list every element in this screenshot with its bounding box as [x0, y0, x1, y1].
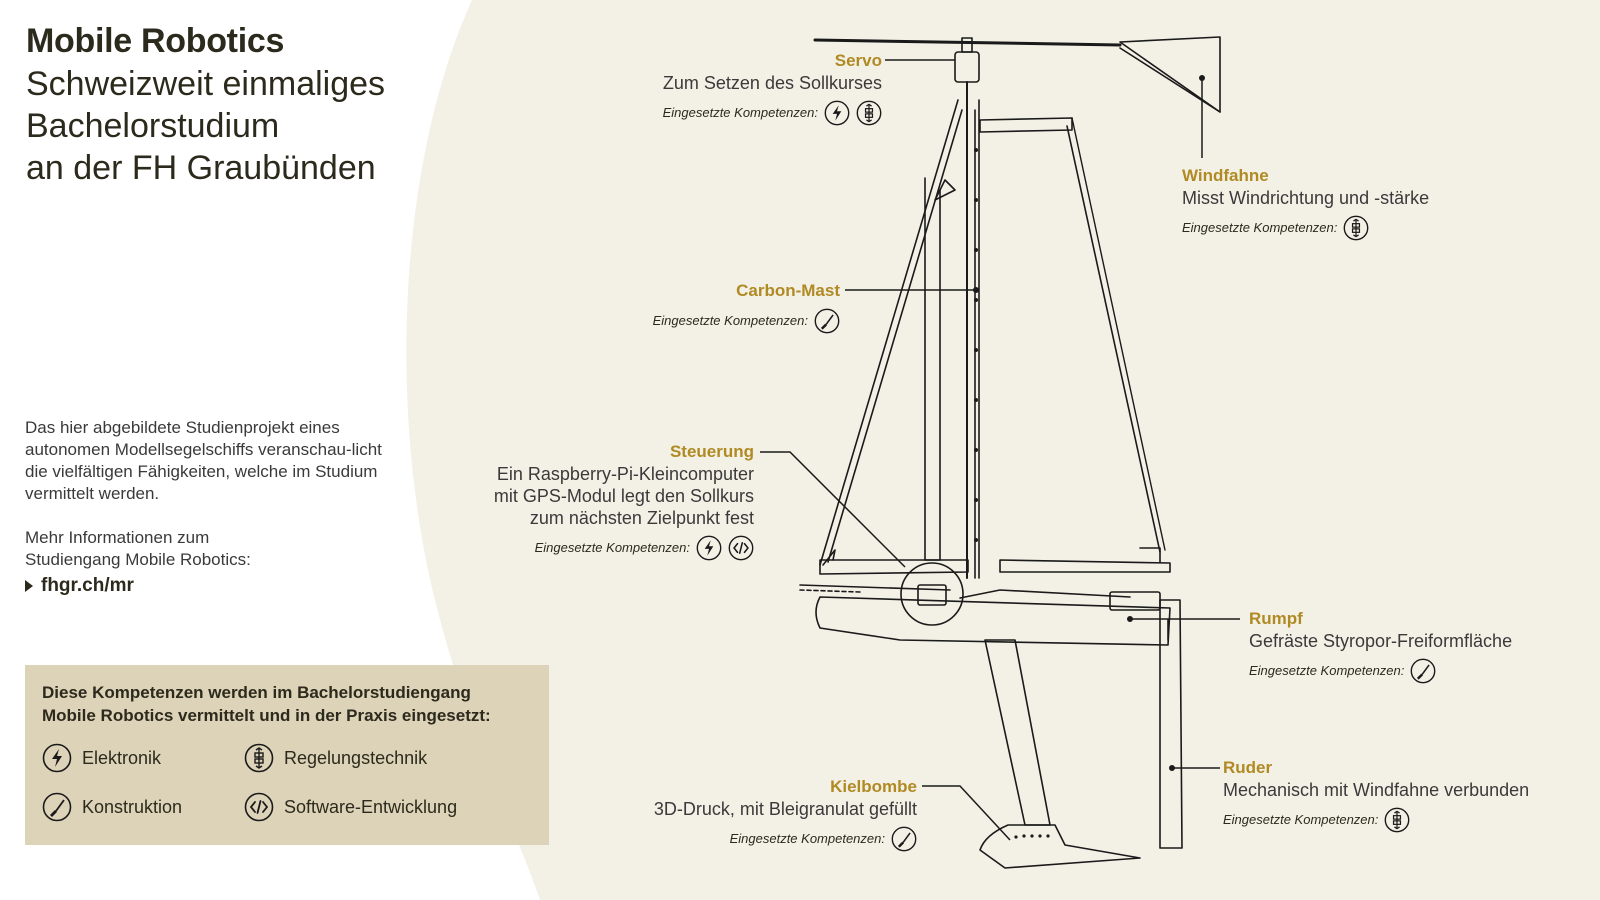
callout-rumpf: Rumpf Gefräste Styropor-Freiformfläche Eingesetzte Kompetenzen:: [1249, 608, 1512, 684]
callout-carbon-mast: Carbon-Mast Eingesetzte Kompetenzen:: [653, 280, 840, 334]
code-icon: [244, 792, 274, 822]
control-icon: [1384, 807, 1410, 833]
page-title: Mobile Robotics: [26, 22, 285, 60]
callout-windfahne: Windfahne Misst Windrichtung und -stärke Eingesetzte Kompetenzen:: [1182, 165, 1429, 241]
play-arrow-icon: [25, 580, 33, 592]
lightning-icon: [696, 535, 722, 561]
callout-ruder: Ruder Mechanisch mit Windfahne verbunden Eingesetzte Kompetenzen:: [1223, 757, 1529, 833]
screwdriver-icon: [891, 826, 917, 852]
control-icon: [244, 743, 274, 773]
lightning-icon: [824, 100, 850, 126]
page-subtitle: Schweizweit einmaliges Bachelorstudium an der FH Graubünden: [26, 65, 386, 187]
screwdriver-icon: [42, 792, 72, 822]
code-icon: [728, 535, 754, 561]
competence-legend: [25, 665, 549, 845]
intro-text: Das hier abgebildete Studienprojekt eines autonomen Modellsegelschiffs veranschau-licht die vielfältigen Fähigkeiten, welche im Studium vermittelt werden.: [25, 418, 382, 503]
title-block: [26, 22, 385, 189]
screwdriver-icon: [814, 308, 840, 334]
callout-kielbombe: Kielbombe 3D-Druck, mit Bleigranulat gefüllt Eingesetzte Kompetenzen:: [654, 776, 917, 852]
control-icon: [856, 100, 882, 126]
callout-steuerung: Steuerung Ein Raspberry-Pi-Kleincomputer mit GPS-Modul legt den Sollkurs zum nächsten Zielpunkt fest Eingesetzte Kompetenzen:: [494, 441, 754, 561]
more-info-link[interactable]: fhgr.ch/mr: [25, 575, 134, 597]
legend-title: Diese Kompetenzen werden im Bachelorstudiengang Mobile Robotics vermittelt und in der Praxis eingesetzt:: [42, 683, 491, 725]
legend-item-konstruktion: Konstruktion: [42, 792, 182, 822]
legend-item-regelungstechnik: Regelungstechnik: [244, 743, 427, 773]
control-icon: [1343, 215, 1369, 241]
lightning-icon: [42, 743, 72, 773]
legend-item-elektronik: Elektronik: [42, 743, 161, 773]
callout-servo: Servo Zum Setzen des Sollkurses Eingesetzte Kompetenzen:: [663, 50, 882, 126]
screwdriver-icon: [1410, 658, 1436, 684]
more-info-text: Mehr Informationen zum Studiengang Mobile Robotics:: [25, 528, 251, 569]
legend-item-software: Software-Entwicklung: [244, 792, 457, 822]
